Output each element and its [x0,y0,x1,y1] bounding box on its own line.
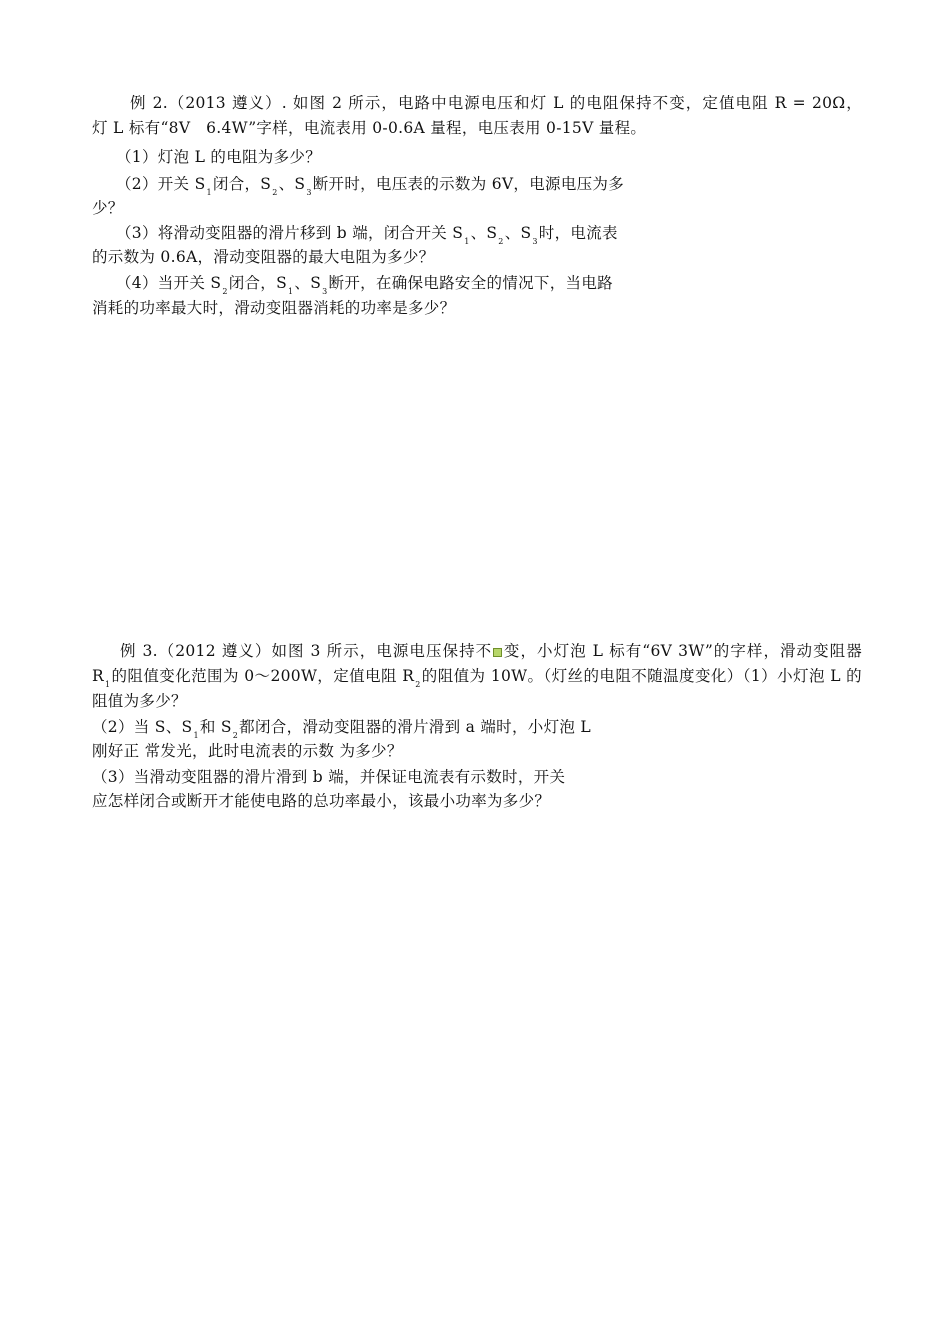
subscript: 1 [288,287,294,296]
example-2-question-4-line-2 [92,297,455,319]
subscript: 2 [222,287,228,296]
example-3-question-3-line-2 [92,790,550,812]
subscript: 1 [206,188,212,197]
text: 断开时，电压表的示数为 6V，电源电压为多 [312,175,625,193]
text: 例 2.（2013 遵义）. 如图 2 所示，电路中电源电压和灯 L 的电阻保持不变，定值电阻 R = 20Ω， [130,94,862,112]
example-2-question-3-line-2 [92,246,434,268]
text: 断开，在确保电路安全的情况下，当电路 [328,274,613,292]
text: 和 S [199,718,232,736]
text: 阻值为多少？ [92,692,187,710]
text: 闭合，S [212,175,272,193]
text: 时，电流表 [538,224,618,242]
subscript: 3 [322,287,328,296]
text: （3）当滑动变阻器的滑片滑到 b 端，并保证电流表有示数时，开关 [92,768,566,786]
subscript: 3 [306,188,312,197]
example-3-intro-line-2 [92,665,862,687]
text: 都闭合，滑动变阻器的滑片滑到 a 端时，小灯泡 L [239,718,591,736]
text: 灯 L 标有“8V 6.4W”字样，电流表用 0-0.6A 量程，电压表用 0-15V 量程。 [92,119,647,137]
subscript: 1 [104,680,111,689]
text: 闭合，S [228,274,288,292]
text: 例 3.（2012 遵义）如图 3 所示，电源电压保持不 [120,642,493,660]
text: （2）当 S、S [92,718,193,736]
text: 变，小灯泡 L 标有“6V 3W”的字样，滑动变阻器 [503,642,862,660]
text: 、S [504,224,532,242]
example-2-intro-line-1 [92,92,862,114]
example-3-intro-line-1 [92,640,862,662]
text: 应怎样闭合或断开才能使电路的总功率最小，该最小功率为多少？ [92,792,551,810]
text: 刚好正 常发光，此时电流表的示数 为多少？ [92,742,403,760]
subscript: 1 [464,237,470,246]
text: 、S [278,175,306,193]
text: R [92,667,104,685]
example-2-question-1 [116,146,321,168]
subscript: 2 [415,680,421,689]
example-2-question-2-line-1 [116,173,624,195]
example-2-question-2-line-2 [92,197,124,219]
subscript: 2 [498,237,504,246]
cursor-marker-icon [493,648,502,657]
subscript: 3 [532,237,538,246]
text: 的示数为 0.6A，滑动变阻器的最大电阻为多少？ [92,248,435,266]
example-2-question-3-line-1 [116,222,618,244]
example-3-question-3-line-1 [92,766,565,788]
subscript: 2 [232,731,239,740]
example-3-question-2-line-1 [92,716,591,738]
example-3-question-2-line-2 [92,740,403,762]
example-3-intro-line-3 [92,690,187,712]
example-2-question-4-line-1 [116,272,613,294]
text: 的阻值变化范围为 0～200W，定值电阻 R [111,667,415,685]
text: 、S [294,274,322,292]
text: 、S [470,224,498,242]
text: （1）灯泡 L 的电阻为多少？ [116,148,322,166]
subscript: 2 [272,188,278,197]
subscript: 1 [193,731,199,740]
text: （4）当开关 S [116,274,222,292]
text: 少？ [92,199,124,217]
text: 的阻值为 10W。（灯丝的电阻不随温度变化）（1）小灯泡 L 的 [421,667,862,685]
text: （2）开关 S [116,175,206,193]
text: 消耗的功率最大时，滑动变阻器消耗的功率是多少？ [92,299,456,317]
example-2-intro-line-2 [92,117,646,139]
text: （3）将滑动变阻器的滑片移到 b 端，闭合开关 S [116,224,464,242]
